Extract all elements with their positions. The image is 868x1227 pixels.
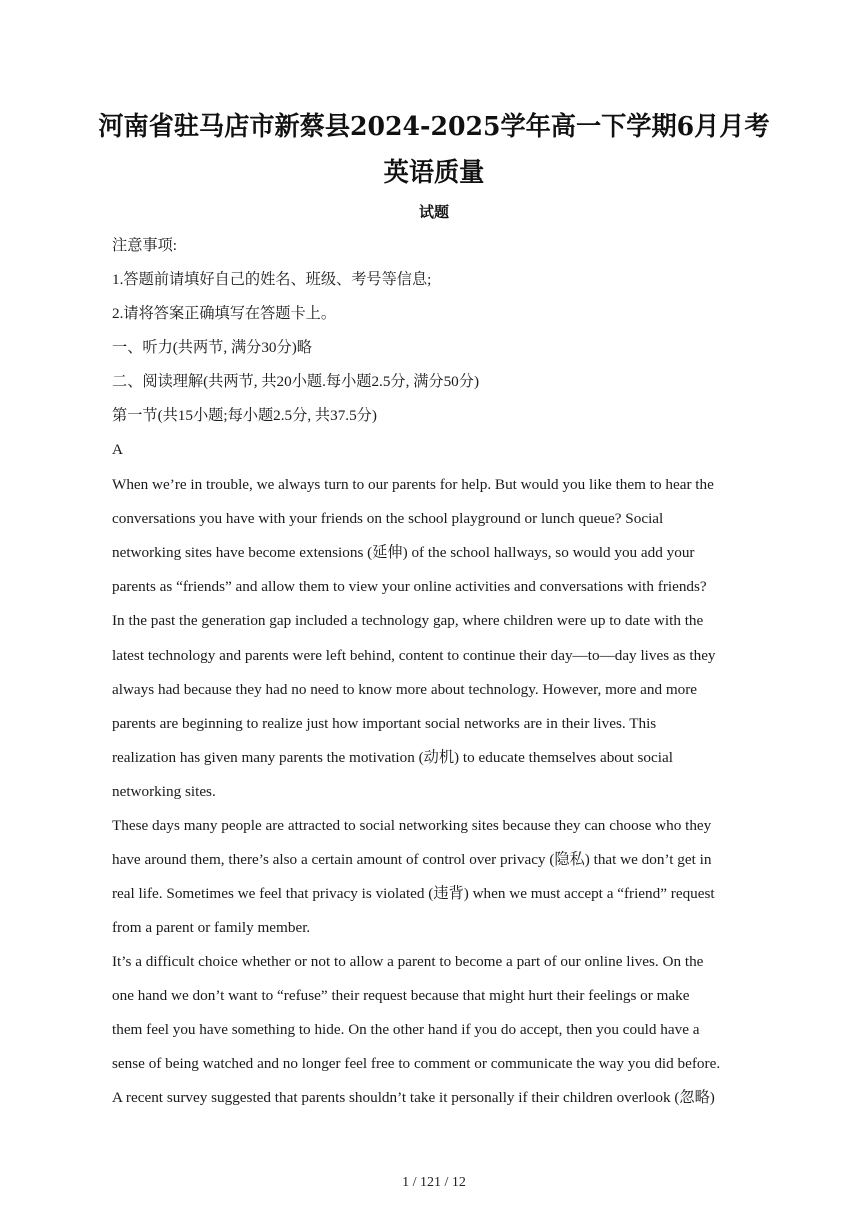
passage-line: These days many people are attracted to social networking sites because they can choose who they [112,817,712,834]
passage-line: conversations you have with your friends on the school playground or lunch queue? Social [112,510,664,527]
passage-line: A recent survey suggested that parents shouldn’t take it personally if their children overlook (忽略) [112,1089,715,1106]
passage-line: networking sites. [112,783,216,800]
passage-line: It’s a difficult choice whether or not to allow a parent to become a part of our online lives. On the [112,953,704,970]
note-item: 1.答题前请填好自己的姓名、班级、考号等信息; [112,271,432,288]
passage-line: have around them, there’s also a certain amount of control over privacy (隐私) that we don’t get in [112,851,712,868]
section-heading-listening: 一、听力(共两节, 满分30分)略 [112,339,312,356]
passage-line: always had because they had no need to know more about technology. However, more and more [112,681,698,698]
passage-label: A [112,441,123,458]
passage-line: networking sites have become extensions (延伸) of the school hallways, so would you add your [112,544,695,561]
passage-line: In the past the generation gap included a technology gap, where children were up to date with the [112,612,704,629]
note-item: 2.请将答案正确填写在答题卡上。 [112,305,337,322]
passage-line: them feel you have something to hide. On the other hand if you do accept, then you could have a [112,1021,700,1038]
notes-heading: 注意事项: [112,237,177,254]
document-title-line2: 英语质量 [383,158,485,188]
passage-line: real life. Sometimes we feel that privacy is violated (违背) when we must accept a “friend” request [112,885,715,902]
document-title-line1: 河南省驻马店市新蔡县2024-2025学年高一下学期6月月考 [98,112,770,142]
passage-line: parents as “friends” and allow them to view your online activities and conversations with friends? [112,578,707,595]
document-subtitle: 试题 [418,203,449,221]
passage-line: one hand we don’t want to “refuse” their request because that might hurt their feelings or make [112,987,690,1004]
passage-line: When we’re in trouble, we always turn to our parents for help. But would you like them to hear the [112,476,714,493]
passage-line: realization has given many parents the motivation (动机) to educate themselves about social [112,749,673,766]
passage-line: parents are beginning to realize just how important social networks are in their lives. This [112,715,657,732]
subsection-heading: 第一节(共15小题;每小题2.5分, 共37.5分) [112,407,377,424]
passage-line: from a parent or family member. [112,919,311,936]
page-number: 1 / 121 / 12 [402,1175,466,1190]
section-heading-reading: 二、阅读理解(共两节, 共20小题.每小题2.5分, 满分50分) [112,373,480,390]
passage-line: latest technology and parents were left behind, content to continue their day—to—day lives as they [112,647,716,664]
passage-line: sense of being watched and no longer feel free to comment or communicate the way you did before. [112,1055,721,1072]
